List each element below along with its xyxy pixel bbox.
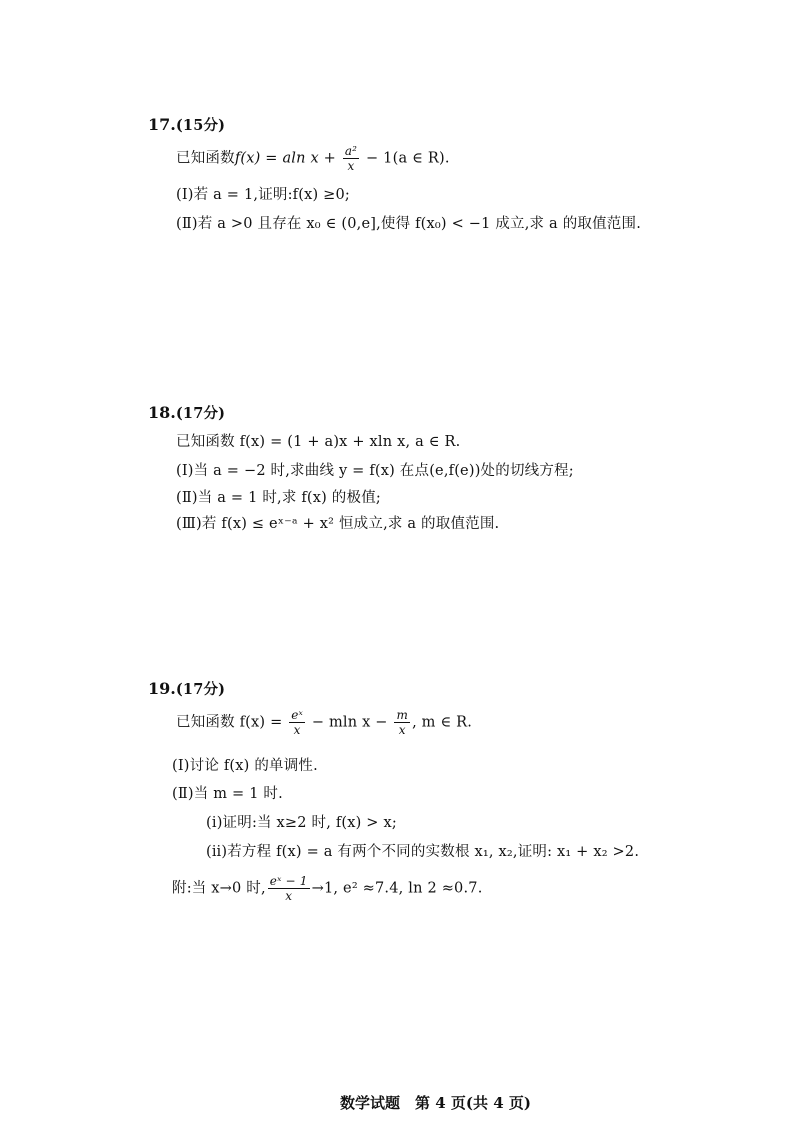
q19-stem-pre: 已知函数 f(x) = bbox=[176, 714, 288, 731]
q17-frac-den: x bbox=[347, 159, 355, 173]
q19-score: (17分) bbox=[175, 681, 226, 698]
q19-note-post: →1, e² ≈7.4, ln 2 ≈0.7. bbox=[311, 880, 483, 897]
q19-part1: (Ⅰ)讨论 f(x) 的单调性. bbox=[172, 758, 318, 774]
q19-fraction-1 bbox=[289, 708, 305, 737]
q19-frac2-den: x bbox=[398, 723, 406, 737]
q19-sub2: (ⅱ)若方程 f(x) = a 有两个不同的实数根 x₁, x₂,证明: x₁ + x₂ >2. bbox=[206, 844, 640, 860]
q17-part1: (Ⅰ)若 a = 1,证明:f(x) ≥0; bbox=[176, 187, 351, 203]
q17-part2: (Ⅱ)若 a >0 且存在 x₀ ∈ (0,e],使得 f(x₀) < −1 成立,求 a 的取值范围. bbox=[176, 216, 642, 232]
q19-stem bbox=[176, 708, 472, 737]
q17-score: (15分) bbox=[175, 117, 226, 134]
q19-stem-mid: − mln x − bbox=[307, 714, 393, 731]
q19-number: 19. bbox=[148, 679, 176, 698]
q18-stem: 已知函数 f(x) = (1 + a)x + xln x, a ∈ R. bbox=[176, 434, 461, 450]
q18-part1: (Ⅰ)当 a = −2 时,求曲线 y = f(x) 在点(e,f(e))处的切线方程; bbox=[176, 463, 574, 479]
q18-number: 18. bbox=[148, 403, 176, 422]
q19-frac2-num: m bbox=[396, 708, 409, 722]
q19-fraction-2 bbox=[394, 708, 410, 737]
q17-header bbox=[148, 114, 225, 135]
q19-note-frac-num: eˣ − 1 bbox=[269, 874, 308, 888]
q18-header bbox=[148, 402, 225, 423]
q19-note bbox=[172, 874, 483, 903]
q17-stem-post: − 1(a ∈ R). bbox=[361, 150, 450, 167]
q17-stem-pre: 已知函数 bbox=[176, 150, 235, 167]
q18-part2: (Ⅱ)当 a = 1 时,求 f(x) 的极值; bbox=[176, 490, 381, 506]
q18-score: (17分) bbox=[175, 405, 226, 422]
q17-fraction bbox=[343, 144, 359, 173]
q18-part3: (Ⅲ)若 f(x) ≤ eˣ⁻ᵃ + x² 恒成立,求 a 的取值范围. bbox=[176, 516, 500, 532]
q17-frac-num: a² bbox=[344, 144, 358, 158]
q17-fx: f(x) bbox=[234, 150, 261, 167]
q19-note-pre: 附:当 x→0 时, bbox=[172, 880, 266, 897]
q17-eq: = aln x + bbox=[260, 150, 341, 167]
q19-frac1-den: x bbox=[293, 723, 301, 737]
page-footer: 数学试题 第 4 页(共 4 页) bbox=[340, 1094, 531, 1112]
q17-number: 17. bbox=[148, 115, 176, 134]
q17-stem bbox=[176, 144, 450, 173]
q19-note-fraction bbox=[268, 874, 310, 903]
q19-note-frac-den: x bbox=[285, 889, 293, 903]
q19-sub1: (ⅰ)证明:当 x≥2 时, f(x) > x; bbox=[206, 815, 397, 831]
q19-part2: (Ⅱ)当 m = 1 时. bbox=[172, 786, 283, 802]
q19-frac1-num: eˣ bbox=[291, 708, 304, 722]
q19-header bbox=[148, 678, 225, 699]
q19-stem-post: , m ∈ R. bbox=[412, 714, 473, 731]
